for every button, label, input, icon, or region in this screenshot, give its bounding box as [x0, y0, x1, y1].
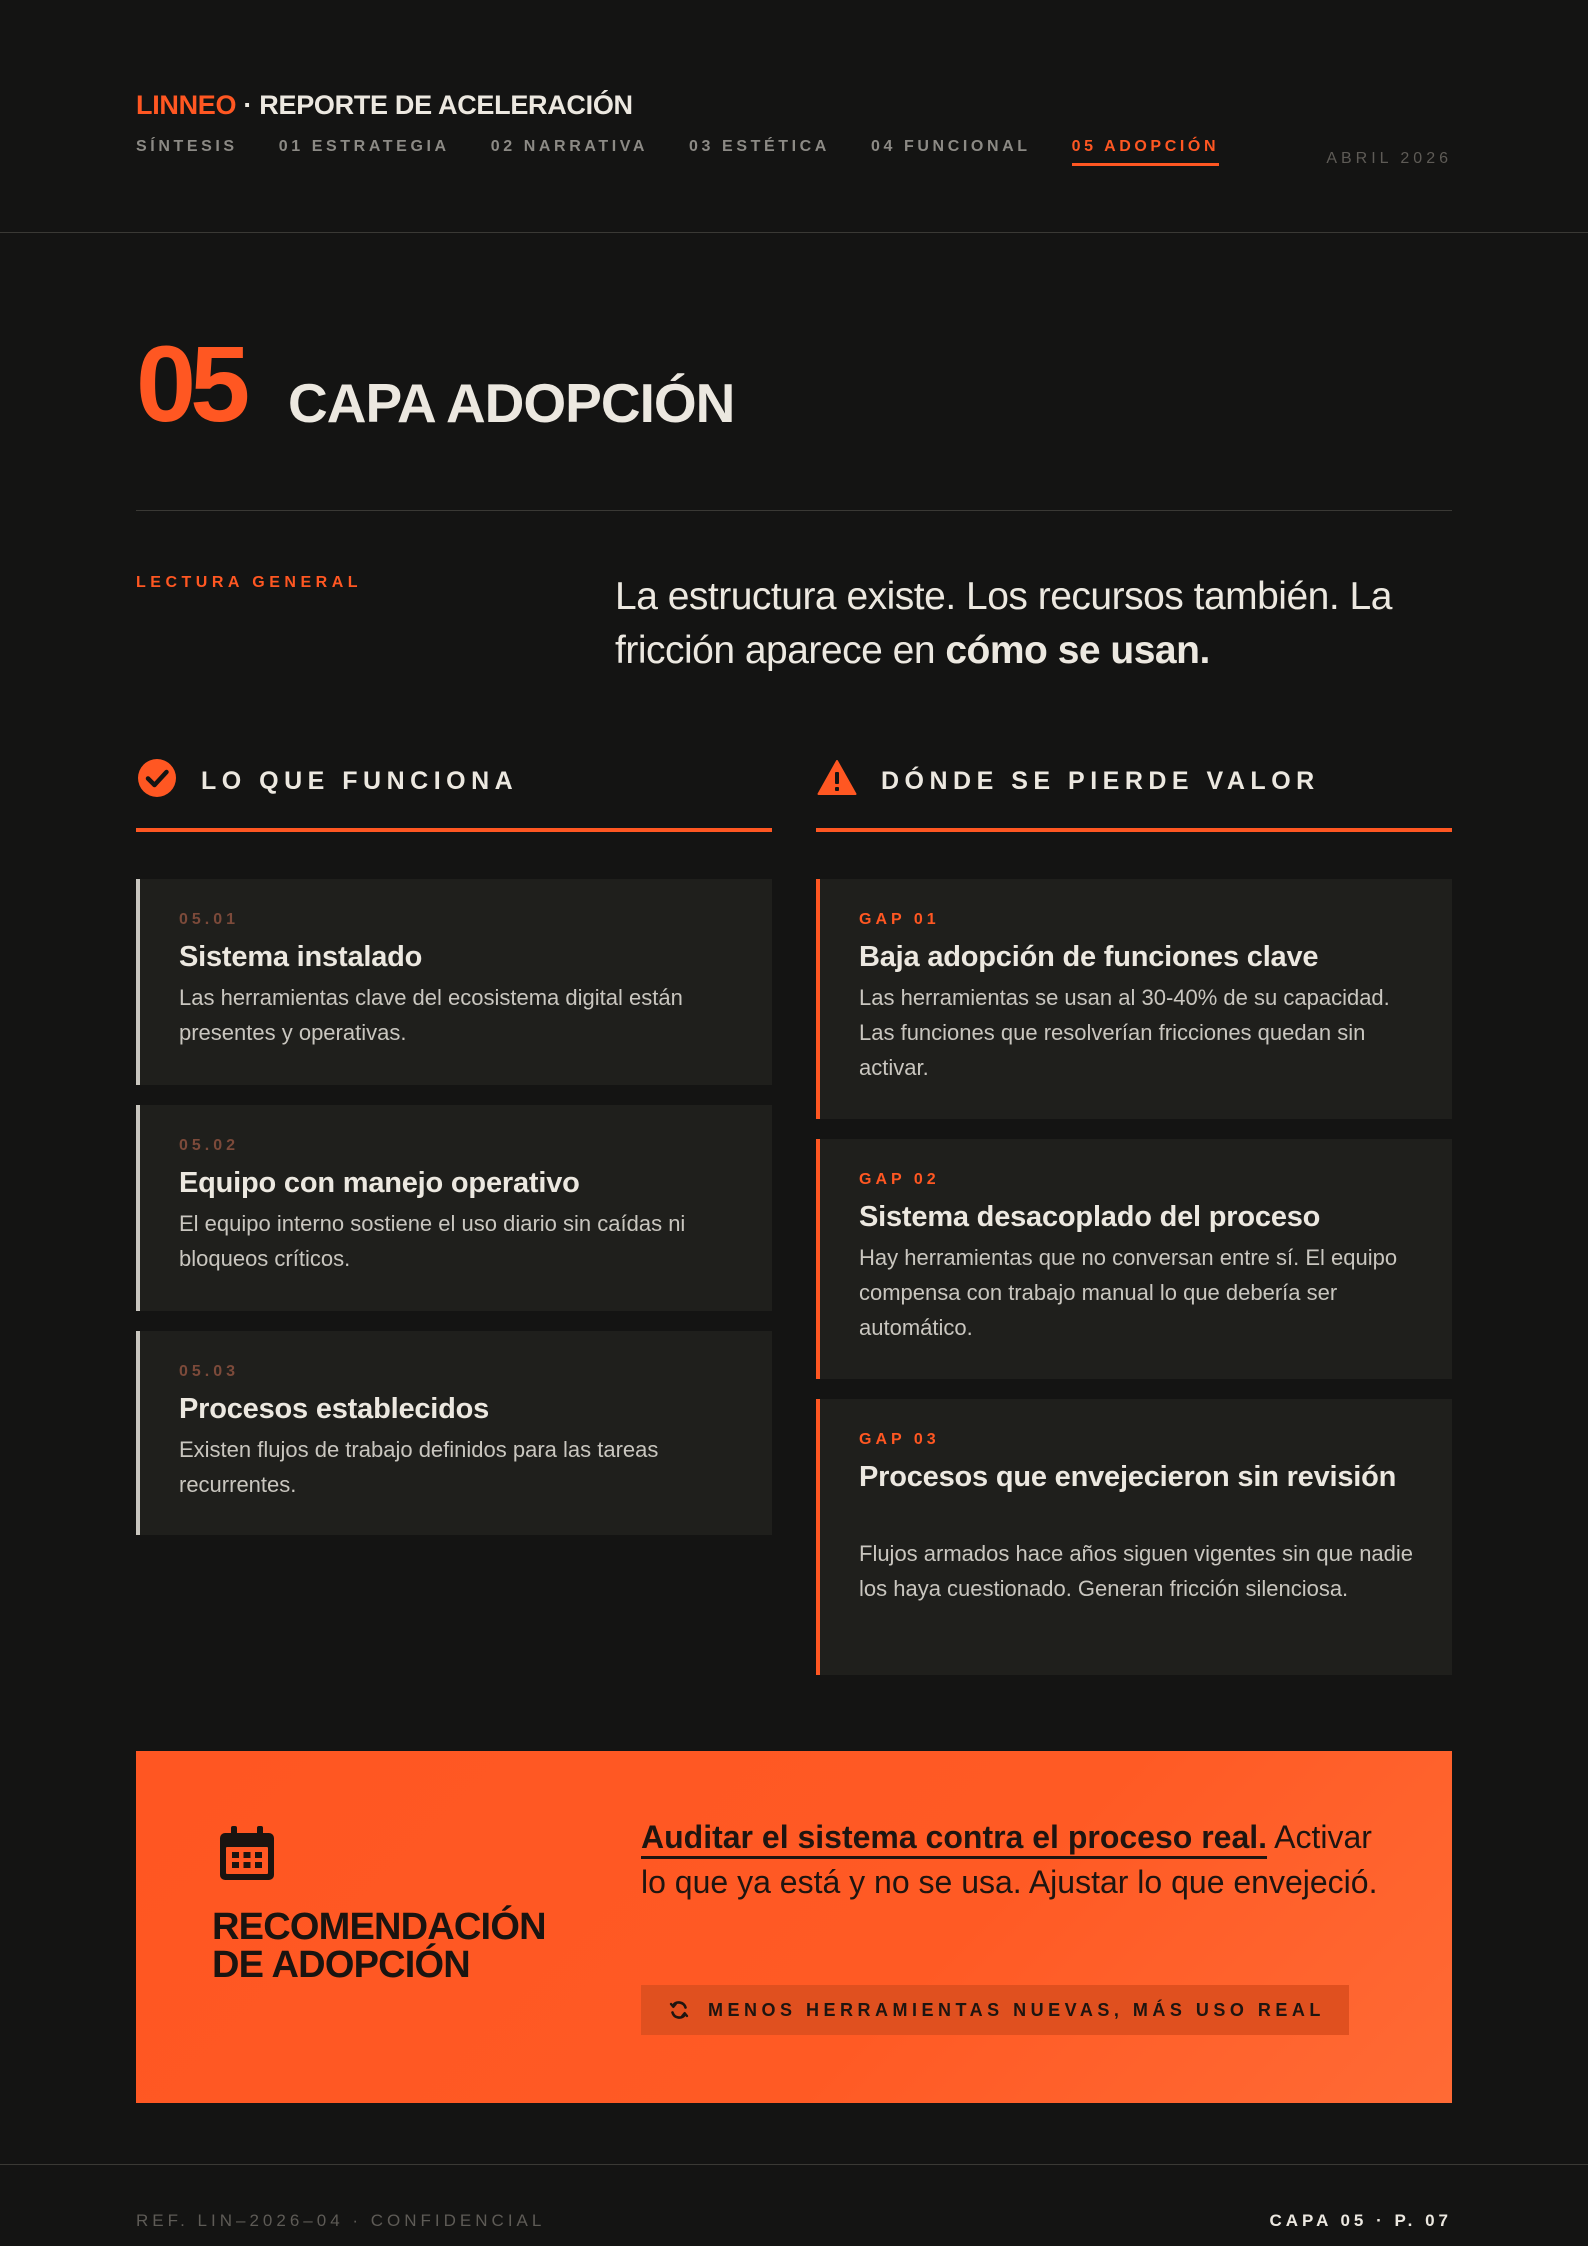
- recommendation-rest: Activar lo que ya está y no se usa. Ajustar lo que envejeció.: [641, 1819, 1378, 1900]
- recommendation-text: [641, 1815, 1381, 1905]
- report-name: · REPORTE DE ACELERACIÓN: [236, 90, 633, 120]
- footer-reference: REF. LIN–2026–04 · CONFIDENCIAL: [136, 2211, 546, 2230]
- sync-icon: [667, 1998, 691, 2022]
- card-tag: 05.03: [179, 1363, 240, 1380]
- card-body: Las herramientas se usan al 30-40% de su capacidad. Las funciones que resolverían fricciones quedan sin activar.: [859, 985, 1390, 1080]
- works-card: [136, 879, 772, 1085]
- section-title: [136, 323, 1452, 444]
- tagline-text: MENOS HERRAMIENTAS NUEVAS, MÁS USO REAL: [708, 1999, 1325, 2020]
- card-tag: GAP 02: [859, 1171, 940, 1188]
- card-title: Sistema instalado: [179, 941, 423, 973]
- title-divider: [136, 510, 1452, 511]
- section-number: 05: [136, 323, 245, 444]
- nav-item-adopcion[interactable]: 05 ADOPCIÓN: [1072, 138, 1219, 166]
- card-body: Las herramientas clave del ecosistema digital están presentes y operativas.: [179, 985, 683, 1045]
- report-date: ABRIL 2026: [1326, 150, 1452, 167]
- card-tag: GAP 03: [859, 1431, 940, 1448]
- footer-page-number: CAPA 05 · P. 07: [1269, 2211, 1452, 2230]
- card-body: Flujos armados hace años siguen vigentes sin que nadie los haya cuestionado. Generan fricción silenciosa.: [859, 1541, 1414, 1601]
- works-card: [136, 1331, 772, 1535]
- card-title: Baja adopción de funciones clave: [859, 941, 1319, 973]
- gaps-header: [816, 755, 1452, 832]
- card-title: Sistema desacoplado del proceso: [859, 1201, 1321, 1233]
- card-title: Procesos establecidos: [179, 1393, 490, 1425]
- nav-item-funcional[interactable]: 04 FUNCIONAL: [870, 138, 1031, 155]
- summary-kicker: LECTURA GENERAL: [136, 574, 363, 591]
- gaps-heading: DÓNDE SE PIERDE VALOR: [881, 767, 1320, 795]
- recommendation-emphasis: Auditar el sistema contra el proceso real.: [641, 1819, 1268, 1855]
- nav-item-sintesis[interactable]: SÍNTESIS: [136, 138, 238, 155]
- works-header: [136, 755, 772, 832]
- card-tag: GAP 01: [859, 911, 940, 928]
- recommendation-tagline: [641, 1985, 1349, 2035]
- section-heading: CAPA ADOPCIÓN: [288, 372, 735, 434]
- section-nav: [136, 138, 1260, 166]
- summary-lead: [615, 570, 1455, 678]
- header-divider: [0, 232, 1588, 233]
- card-title: Procesos que envejecieron sin revisión: [859, 1461, 1397, 1493]
- works-heading: LO QUE FUNCIONA: [201, 767, 519, 795]
- gaps-column: [816, 755, 1452, 1675]
- summary-lead-text: La estructura existe. Los recursos también. La fricción aparece en: [615, 575, 1392, 672]
- gap-card: [816, 1139, 1452, 1379]
- card-tag: 05.02: [179, 1137, 240, 1154]
- brand-title: [136, 90, 633, 121]
- works-column: [136, 755, 772, 1535]
- nav-item-estetica[interactable]: 03 ESTÉTICA: [689, 138, 830, 155]
- brand-name: LINNEO: [136, 90, 237, 120]
- recommendation-title: RECOMENDACIÓN DE ADOPCIÓN: [212, 1906, 546, 1986]
- check-circle-icon: [137, 758, 177, 798]
- footer-divider: [0, 2164, 1588, 2165]
- nav-item-narrativa[interactable]: 02 NARRATIVA: [490, 138, 648, 155]
- summary-lead-emphasis: cómo se usan.: [945, 629, 1210, 672]
- nav-item-estrategia[interactable]: 01 ESTRATEGIA: [278, 138, 450, 155]
- report-header: [136, 0, 1452, 233]
- gap-card: [816, 879, 1452, 1119]
- card-body: Existen flujos de trabajo definidos para las tareas recurrentes.: [179, 1437, 659, 1497]
- warning-triangle-icon: [817, 758, 857, 798]
- gap-card: [816, 1399, 1452, 1675]
- card-body: El equipo interno sostiene el uso diario sin caídas ni bloqueos críticos.: [179, 1211, 686, 1271]
- card-tag: 05.01: [179, 911, 240, 928]
- calendar-icon: [217, 1823, 277, 1883]
- card-body: Hay herramientas que no conversan entre sí. El equipo compensa con trabajo manual lo que debería ser automático.: [859, 1245, 1398, 1340]
- card-title: Equipo con manejo operativo: [179, 1167, 580, 1199]
- works-card: [136, 1105, 772, 1311]
- recommendation-panel: [136, 1751, 1452, 2103]
